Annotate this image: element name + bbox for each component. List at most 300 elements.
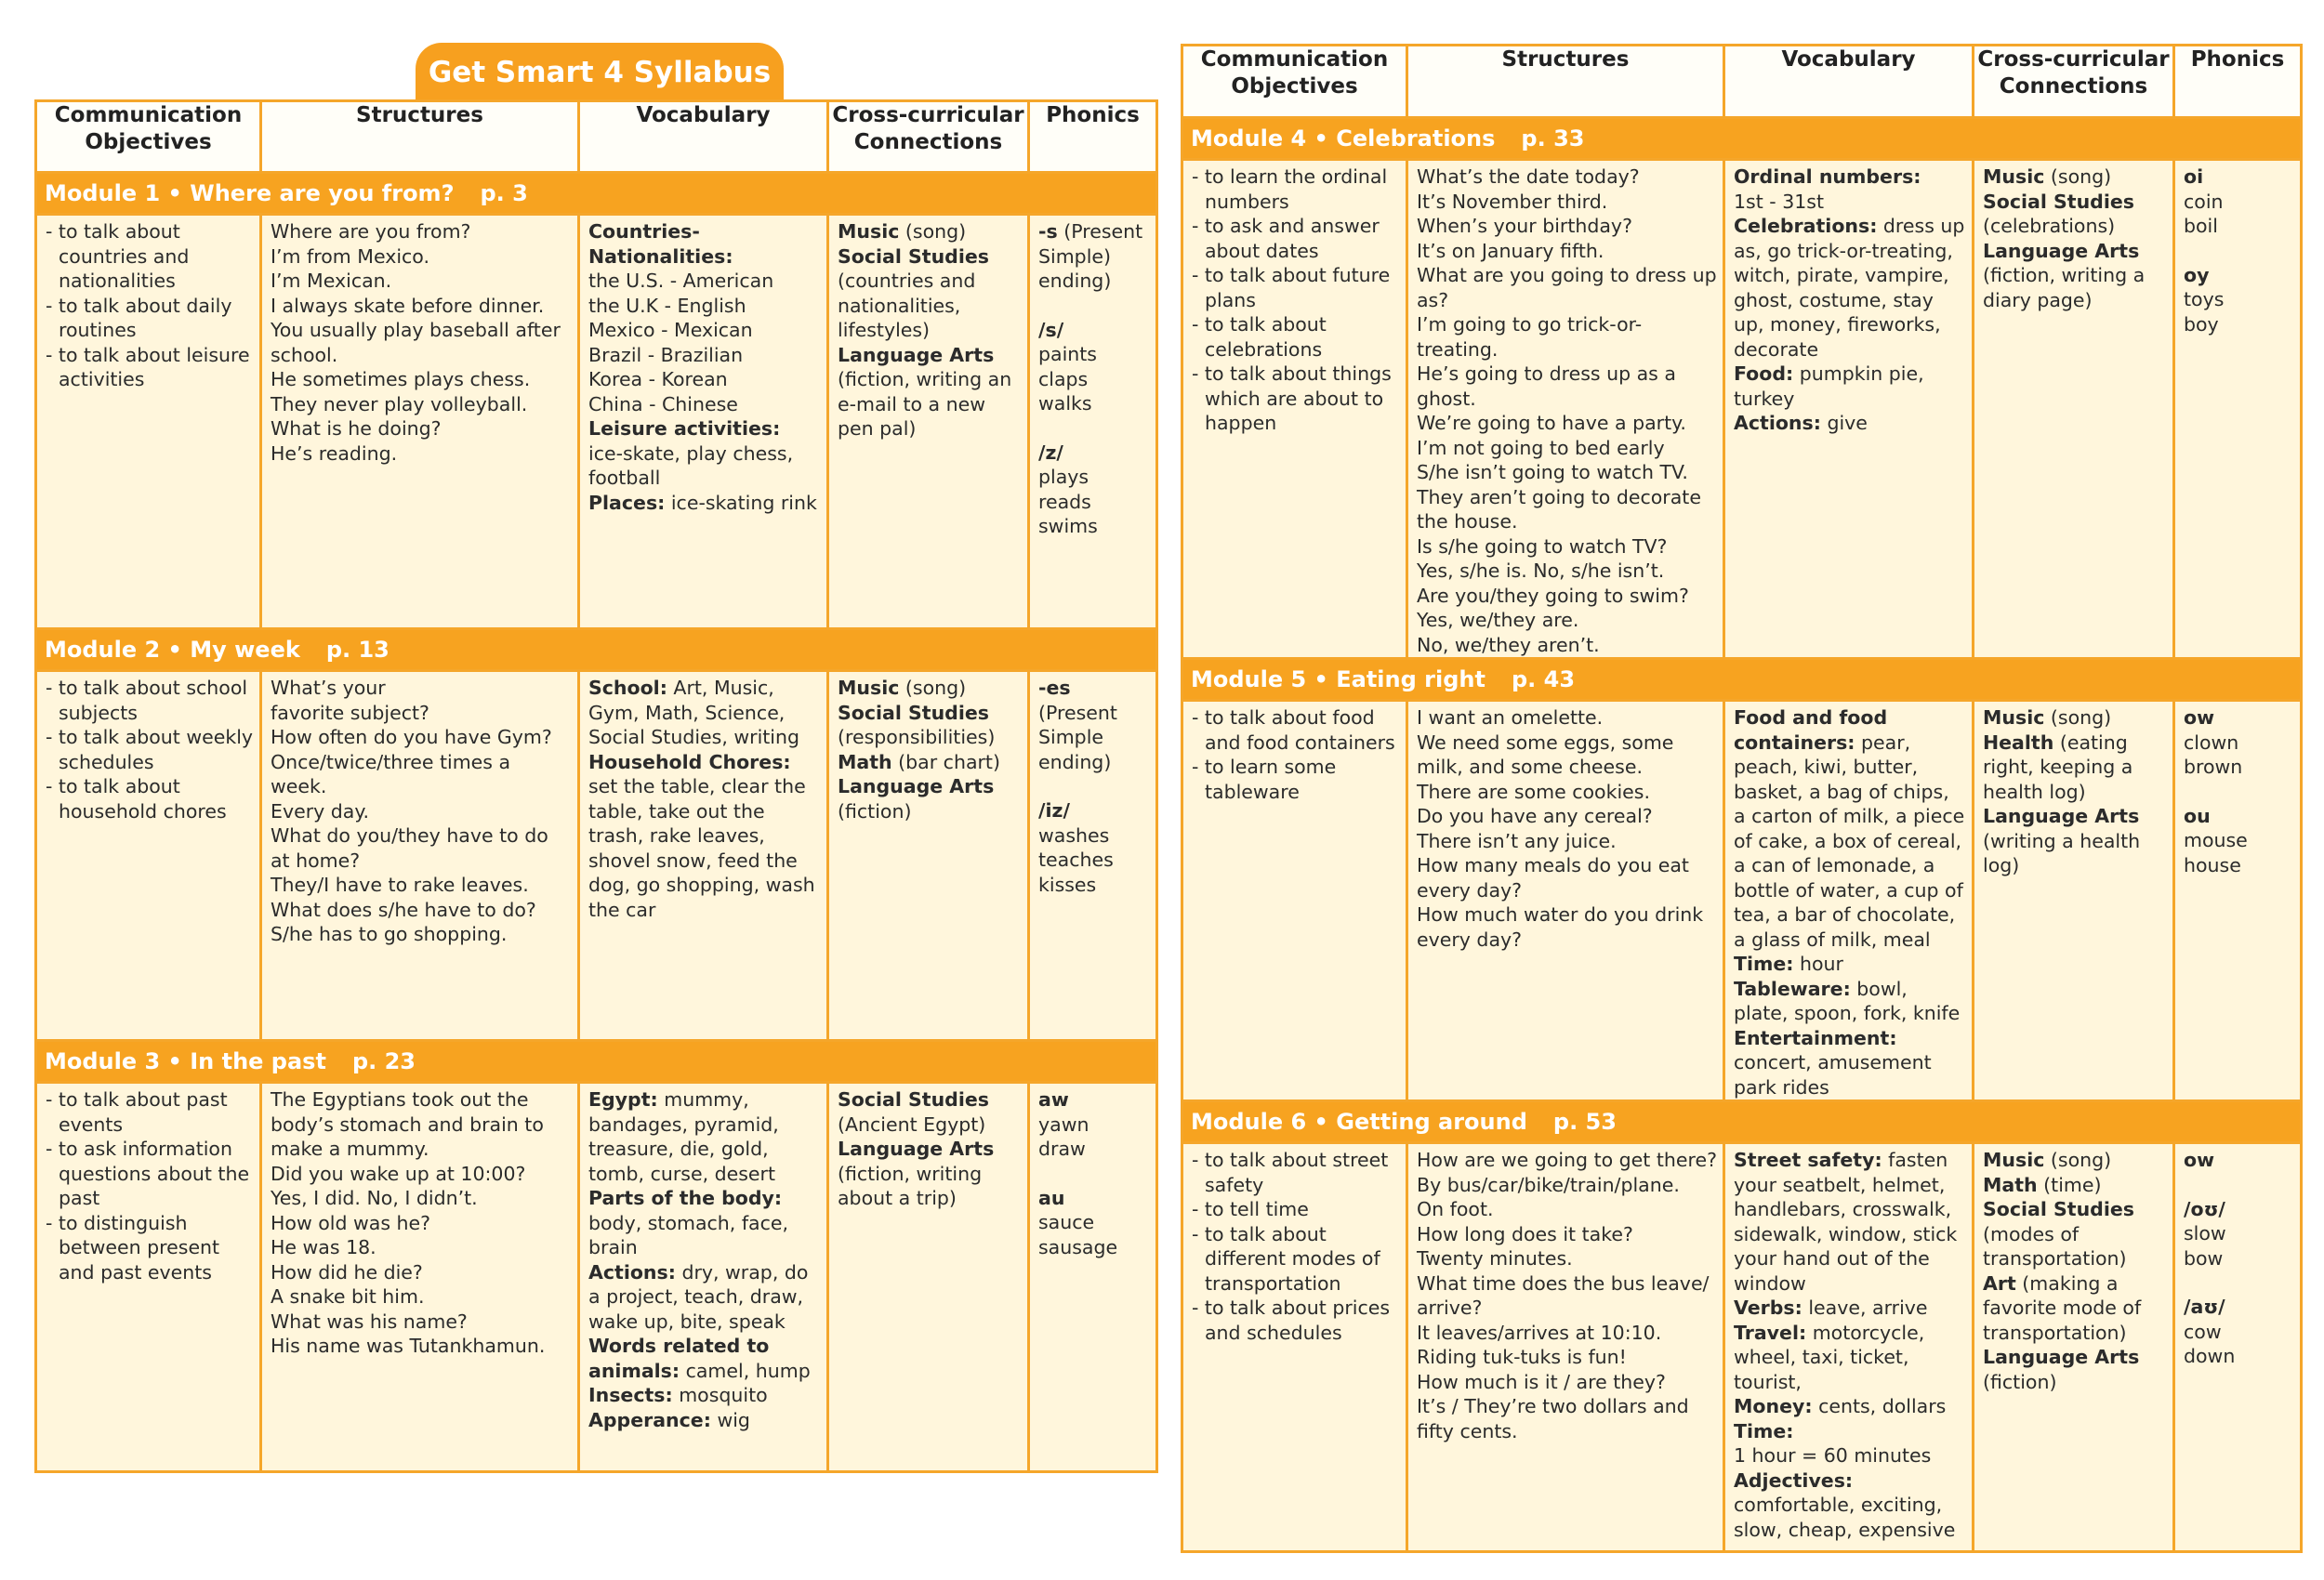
structure-line: Twenty minutes.	[1417, 1247, 1573, 1270]
objective-item: - to talk about daily routines	[46, 294, 232, 341]
text: (countries and nationalities, lifestyles)	[838, 270, 976, 341]
text: (song)	[2044, 1149, 2112, 1171]
text: swims	[1038, 515, 1098, 537]
structures-cell	[1407, 1143, 1724, 1552]
cell-line	[2184, 1148, 2294, 1173]
structure-line: favorite subject?	[271, 701, 429, 724]
cell-line	[2184, 731, 2294, 756]
cell-line	[838, 1162, 1022, 1211]
cell-line	[2184, 190, 2294, 215]
cell-line	[588, 1383, 821, 1408]
objective-item: - to talk about different modes of transportation	[1192, 1222, 1380, 1295]
module-content-row	[1182, 1143, 2302, 1552]
text: (fiction)	[1983, 1370, 2057, 1393]
text: hour	[1793, 953, 1843, 975]
cell-line	[838, 725, 1022, 750]
module-heading	[36, 629, 1157, 671]
cell-line	[1038, 873, 1150, 898]
label: Time:	[1734, 953, 1794, 975]
structure-line: I’m Mexican.	[271, 270, 392, 292]
label: au	[1038, 1186, 1065, 1209]
label: Travel:	[1734, 1321, 1807, 1344]
module-content-row	[36, 671, 1157, 1041]
text: cow	[2184, 1320, 2222, 1343]
label: Music	[1983, 1149, 2045, 1171]
text: sausage	[1038, 1235, 1118, 1258]
text: boil	[2184, 215, 2218, 237]
text: house	[2184, 853, 2241, 876]
label: /aʊ/	[2184, 1296, 2225, 1318]
structure-line: I’m from Mexico.	[271, 244, 430, 268]
module-heading-row	[36, 1041, 1157, 1083]
structure-line: What does s/he have to do?	[271, 898, 536, 921]
text: (song)	[2044, 165, 2112, 188]
text: camel, hump	[680, 1359, 811, 1382]
text: (fiction, writing an e-mail to a new pen pal)	[838, 368, 1012, 440]
structure-line: I’m going to go trick-or-treating.	[1417, 313, 1643, 361]
structures-cell	[1407, 701, 1724, 1101]
label: oi	[2184, 165, 2204, 188]
label: Food:	[1734, 362, 1794, 385]
structure-line: How old was he?	[271, 1211, 431, 1234]
structures-cell	[261, 215, 579, 629]
cell-line	[1734, 1296, 1966, 1321]
label: Verbs:	[1734, 1297, 1802, 1319]
label: Social Studies	[838, 701, 989, 724]
cell-line	[2184, 1271, 2294, 1295]
vocabulary-cell	[1724, 701, 1974, 1101]
text: (eating right, keeping a health log)	[1983, 731, 2133, 803]
cell-line	[2184, 1197, 2294, 1222]
cell-line	[1038, 490, 1150, 515]
text: (song)	[899, 220, 967, 243]
cross-curricular-cell	[1974, 1143, 2174, 1552]
module-title: Module 4 • Celebrations	[1191, 125, 1496, 151]
cell-line	[1983, 829, 2167, 878]
module-content-row	[36, 1083, 1157, 1472]
cell-line	[1038, 294, 1150, 318]
label: Celebrations:	[1734, 215, 1878, 237]
vocabulary-cell	[1724, 160, 1974, 659]
module-heading-row	[1182, 659, 2302, 701]
cell-line	[1983, 1173, 2167, 1198]
cell-line	[588, 219, 821, 269]
header-phonics: Phonics	[2174, 46, 2302, 118]
structure-line: What is he doing?	[271, 417, 442, 440]
label: Leisure activities:	[588, 417, 781, 440]
text: (bar chart)	[891, 750, 1000, 773]
text: China - Chinese	[588, 392, 738, 415]
label: Household Chores:	[588, 750, 791, 773]
cell-line	[1734, 1394, 1966, 1419]
text: Mexico - Mexican	[588, 319, 753, 341]
objective-item: - to talk about past events	[46, 1088, 228, 1136]
label: /oʊ/	[2184, 1197, 2225, 1220]
objectives-cell	[36, 671, 261, 1041]
header-structures: Structures	[261, 101, 579, 173]
text: walks	[1038, 392, 1092, 415]
module-page: p. 43	[1511, 666, 1576, 692]
text: fasten your seatbelt, helmet, handlebars, crosswalk, sidewalk, window, stick your hand out of the window	[1734, 1149, 1958, 1295]
label: Music	[1983, 706, 2045, 729]
cell-line	[2184, 1246, 2294, 1271]
module-heading	[36, 1041, 1157, 1083]
structure-line: I’m not going to bed early	[1417, 436, 1665, 459]
label: Math	[838, 750, 892, 773]
structure-line: On foot.	[1417, 1198, 1494, 1220]
label: Language Arts	[838, 1138, 995, 1160]
text: (fiction, writing a diary page)	[1983, 264, 2146, 311]
cell-line	[1038, 1210, 1150, 1235]
structure-line: What was his name?	[271, 1310, 468, 1333]
cell-line	[1983, 165, 2167, 190]
objective-item: - to talk about countries and nationalities	[46, 220, 190, 292]
label: Social Studies	[1983, 1198, 2134, 1220]
label: ou	[2184, 804, 2211, 827]
phonics-cell	[1029, 671, 1157, 1041]
header-vocabulary: Vocabulary	[579, 101, 828, 173]
objective-item: - to learn some tableware	[1192, 756, 1337, 803]
objective-item: - to learn the ordinal numbers	[1192, 165, 1388, 213]
structure-line: It’s / They’re two dollars and fifty cents.	[1417, 1395, 1689, 1442]
cell-line	[1734, 952, 1966, 977]
cell-line	[2184, 1344, 2294, 1369]
cell-line	[838, 219, 1022, 244]
objective-item: - to ask and answer about dates	[1192, 215, 1380, 262]
cell-line	[2184, 287, 2294, 312]
cell-line	[588, 343, 821, 368]
structure-line: How many meals do you eat every day?	[1417, 854, 1689, 902]
cell-line	[838, 1113, 1022, 1138]
module-page: p. 13	[325, 637, 390, 663]
structure-line: He’s reading.	[271, 441, 398, 465]
cell-line	[588, 1186, 821, 1260]
cell-line	[588, 294, 821, 319]
structures-cell	[261, 671, 579, 1041]
cell-line	[1038, 441, 1150, 466]
syllabus-table-right	[1181, 44, 2303, 1553]
label: -es	[1038, 677, 1071, 699]
label: ow	[2184, 1149, 2215, 1171]
cell-line	[838, 774, 1022, 799]
label: Tableware:	[1734, 977, 1851, 1000]
cell-line	[2184, 1320, 2294, 1345]
text: (Present Simple) ending)	[1038, 220, 1143, 292]
cell-line	[2184, 239, 2294, 263]
cell-line	[838, 244, 1022, 270]
cell-line	[2184, 828, 2294, 853]
cell-line	[588, 1334, 821, 1383]
structure-line: What’s the date today?	[1417, 165, 1640, 188]
structure-line: We need some eggs, some milk, and some cheese.	[1417, 731, 1674, 778]
structure-line: His name was Tutankhamun.	[271, 1335, 546, 1357]
cell-line	[1038, 342, 1150, 367]
structure-line: There isn’t any juice.	[1417, 829, 1617, 852]
text: 1 hour = 60 minutes	[1734, 1444, 1932, 1467]
text: dry, wrap, do a project, teach, draw, wake up, bite, speak	[588, 1260, 809, 1333]
module-heading-row	[36, 173, 1157, 215]
text: comfortable, exciting, slow, cheap, expensive	[1734, 1494, 1956, 1541]
cell-line	[1038, 1087, 1150, 1113]
module-6	[1182, 1101, 2302, 1552]
structure-line: Yes, I did. No, I didn’t.	[271, 1187, 478, 1209]
cell-line	[1038, 1137, 1150, 1162]
cell-line	[1734, 411, 1966, 436]
cell-line	[1038, 391, 1150, 416]
cell-line	[588, 1087, 821, 1186]
phonics-cell	[1029, 1083, 1157, 1472]
text: concert, amusement park rides	[1734, 1051, 1932, 1099]
label: Words related to animals:	[588, 1335, 770, 1382]
cell-line	[838, 799, 1022, 824]
objective-item: - to ask information questions about the past	[46, 1138, 250, 1209]
module-heading-row	[36, 629, 1157, 671]
cell-line	[2184, 312, 2294, 337]
header-vocabulary: Vocabulary	[1724, 46, 1974, 118]
vocabulary-cell	[579, 1083, 828, 1472]
structure-line: How often do you have Gym?	[271, 726, 552, 748]
cross-curricular-cell	[828, 215, 1029, 629]
text: yawn	[1038, 1113, 1089, 1136]
text: reads	[1038, 490, 1091, 513]
label: -s	[1038, 220, 1058, 243]
header-structures: Structures	[1407, 46, 1724, 118]
text: washes	[1038, 823, 1110, 847]
cell-line	[1983, 1197, 2167, 1222]
label: Music	[1983, 165, 2045, 188]
header-cross: Cross-curricular Connections	[828, 101, 1029, 173]
text: cents, dollars	[1812, 1395, 1947, 1417]
text: boy	[2184, 312, 2219, 336]
cell-line	[838, 1087, 1022, 1113]
structure-line: Where are you from?	[271, 220, 471, 243]
text: slow	[2184, 1222, 2226, 1244]
text: coin	[2184, 190, 2224, 213]
cell-line	[1038, 774, 1150, 798]
text: dress up as, go trick-or-treating, witch, pirate, vampire, ghost, costume, stay up, money, fireworks, decorate	[1734, 215, 1965, 361]
cross-curricular-cell	[828, 671, 1029, 1041]
structures-cell	[1407, 160, 1724, 659]
cell-line	[1038, 367, 1150, 392]
text: bow	[2184, 1246, 2224, 1270]
text: pumpkin pie, turkey	[1734, 362, 1924, 410]
text: teaches	[1038, 849, 1114, 871]
cell-line	[588, 416, 821, 441]
objective-item: - to talk about street safety	[1192, 1149, 1389, 1196]
vocabulary-cell	[1724, 1143, 1974, 1552]
text: (celebrations)	[1983, 215, 2116, 237]
structure-line: No, we/they aren’t.	[1417, 633, 1600, 656]
cell-line	[838, 343, 1022, 368]
label: Parts of the body:	[588, 1187, 783, 1209]
structure-line: How did he die?	[271, 1260, 423, 1284]
cell-line	[588, 441, 821, 491]
label: Language Arts	[838, 343, 995, 366]
structure-line: I always skate before dinner.	[271, 294, 545, 317]
structure-line: It’s November third.	[1417, 190, 1608, 213]
module-4	[1182, 118, 2302, 659]
cell-line	[2184, 804, 2294, 829]
structure-line: A snake bit him.	[271, 1285, 425, 1308]
text: 1st - 31st	[1734, 190, 1824, 213]
structure-line: Are you/they going to swim?	[1417, 584, 1689, 607]
cell-line	[1734, 214, 1966, 362]
text: down	[2184, 1345, 2236, 1367]
module-3	[36, 1041, 1157, 1472]
cell-line	[588, 269, 821, 294]
cell-line	[1983, 190, 2167, 215]
cell-line	[1983, 804, 2167, 829]
module-heading-row	[1182, 1101, 2302, 1143]
cell-line	[2184, 853, 2294, 878]
cell-line	[2184, 214, 2294, 239]
structure-line: Did you wake up at 10:00?	[271, 1162, 526, 1185]
structure-line: What time does the bus leave/ arrive?	[1417, 1271, 1710, 1319]
cell-line	[1734, 1419, 1966, 1444]
cell-line	[1983, 1345, 2167, 1370]
objective-item: - to talk about school subjects	[46, 677, 248, 724]
cell-line	[1734, 705, 1966, 928]
cross-curricular-cell	[1974, 701, 2174, 1101]
module-heading	[1182, 118, 2302, 160]
cell-line	[838, 701, 1022, 726]
structure-line: By bus/car/bike/train/plane.	[1417, 1173, 1680, 1196]
phonics-cell	[2174, 701, 2302, 1101]
structure-line: He sometimes plays chess.	[271, 368, 531, 390]
label: Math	[1983, 1173, 2038, 1196]
objectives-cell	[36, 1083, 261, 1472]
label: Places:	[588, 491, 666, 514]
text: (time)	[2037, 1173, 2102, 1196]
label: Money:	[1734, 1395, 1813, 1417]
cell-line	[2184, 1173, 2294, 1197]
text: (Ancient Egypt)	[838, 1113, 986, 1136]
cell-line	[1038, 1186, 1150, 1211]
syllabus-table-left	[34, 99, 1158, 1473]
cell-line	[1983, 731, 2167, 805]
text: wig	[710, 1408, 750, 1431]
label: Language Arts	[838, 775, 995, 797]
cell-line	[2184, 165, 2294, 190]
cell-line	[2184, 1295, 2294, 1320]
text: a glass of milk, meal	[1734, 928, 1931, 951]
cell-line	[1734, 1468, 1966, 1543]
objective-item: - to talk about prices and schedules	[1192, 1297, 1391, 1344]
label: Insects:	[588, 1384, 673, 1406]
cell-line	[588, 491, 821, 516]
text: kisses	[1038, 873, 1097, 896]
cell-line	[588, 1408, 821, 1433]
cell-line	[1038, 798, 1150, 823]
objectives-cell	[1182, 160, 1407, 659]
structure-line: Yes, we/they are.	[1417, 609, 1579, 631]
label: Time:	[1734, 1419, 1794, 1442]
structure-line: What are you going to dress up as?	[1417, 264, 1717, 311]
text: (modes of transportation)	[1983, 1222, 2127, 1270]
structure-line: When’s your birthday?	[1417, 215, 1632, 237]
label: /s/	[1038, 318, 1064, 341]
label: aw	[1038, 1088, 1069, 1111]
cross-curricular-cell	[828, 1083, 1029, 1472]
cell-line	[1983, 239, 2167, 264]
label: Social Studies	[838, 244, 989, 268]
text: (fiction)	[838, 799, 912, 823]
text: (writing a health log)	[1983, 829, 2141, 876]
text: set the table, clear the table, take out the trash, rake leaves, shovel snow, feed the dog, go shopping, wash the car	[588, 775, 815, 921]
label: Music	[838, 677, 900, 699]
cell-line	[1983, 1271, 2167, 1346]
structure-line: It leaves/arrives at 10:10.	[1417, 1321, 1662, 1344]
objectives-cell	[1182, 1143, 1407, 1552]
label: Social Studies	[838, 1088, 989, 1111]
module-heading-row	[1182, 118, 2302, 160]
module-title: Module 6 • Getting around	[1191, 1109, 1527, 1135]
label: Countries-Nationalities:	[588, 220, 733, 268]
cell-line	[1734, 1321, 1966, 1395]
text: give	[1820, 412, 1868, 434]
label: Language Arts	[1983, 239, 2140, 262]
structure-line: Once/twice/three times a week.	[271, 750, 511, 797]
text: paints	[1038, 343, 1097, 365]
structure-line: How long does it take?	[1417, 1222, 1633, 1245]
structure-line: What’s your	[271, 677, 386, 699]
objective-item: - to tell time	[1192, 1198, 1309, 1220]
module-1	[36, 173, 1157, 629]
objective-item: - to talk about household chores	[46, 775, 227, 823]
structure-line: It’s on January fifth.	[1417, 239, 1604, 262]
phonics-cell	[2174, 1143, 2302, 1552]
text: the U.S. - American	[588, 270, 774, 292]
label: School:	[588, 677, 667, 699]
cell-line	[1038, 1235, 1150, 1260]
text: clown	[2184, 731, 2239, 754]
structure-line: The Egyptians took out the body’s stomach and brain to make a mummy.	[271, 1088, 544, 1160]
module-title: Module 1 • Where are you from?	[45, 180, 455, 206]
label: Entertainment:	[1734, 1026, 1897, 1049]
text: plays	[1038, 466, 1089, 488]
text: mummy, bandages, pyramid, treasure, die, gold, tomb, curse, desert	[588, 1088, 779, 1185]
text: Korea - Korean	[588, 368, 728, 390]
cell-line	[588, 1260, 821, 1335]
objective-item: - to talk about celebrations	[1192, 313, 1327, 361]
text: leave, arrive	[1802, 1297, 1928, 1319]
cell-line	[1038, 465, 1150, 490]
module-title: Module 2 • My week	[45, 637, 300, 663]
cell-line	[588, 367, 821, 392]
cell-line	[1734, 1026, 1966, 1100]
label: Language Arts	[1983, 1346, 2140, 1368]
vocabulary-cell	[579, 215, 828, 629]
cell-line	[1038, 219, 1150, 294]
structures-cell	[261, 1083, 579, 1472]
module-content-row	[1182, 701, 2302, 1101]
module-heading	[1182, 659, 2302, 701]
label: Actions:	[588, 1260, 676, 1284]
structure-line: How much is it / are they?	[1417, 1370, 1666, 1393]
header-cross: Cross-curricular Connections	[1974, 46, 2174, 118]
cell-line	[1734, 1148, 1966, 1296]
structure-line: How are we going to get there?	[1417, 1149, 1717, 1171]
structure-line: They/I have to rake leaves.	[271, 874, 529, 896]
cell-line	[1983, 1148, 2167, 1173]
objective-item: - to talk about food and food containers	[1192, 706, 1395, 754]
structure-line: They aren’t going to decorate the house.	[1417, 485, 1701, 533]
structure-line: I want an omelette.	[1417, 706, 1604, 729]
structure-line: Every day.	[271, 799, 370, 823]
cell-line	[588, 318, 821, 343]
text: mosquito	[672, 1384, 768, 1406]
label: Language Arts	[1983, 805, 2140, 827]
